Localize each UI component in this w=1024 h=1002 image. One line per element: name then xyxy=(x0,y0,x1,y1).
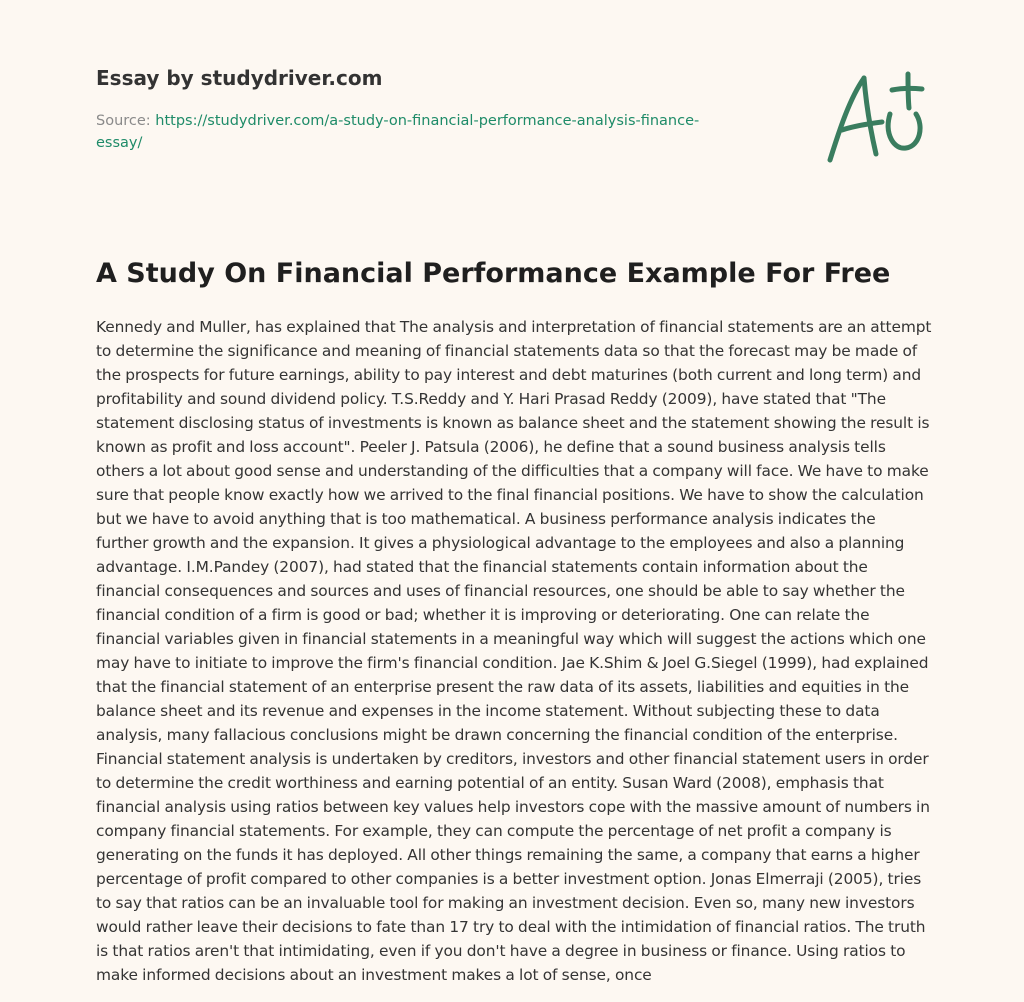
logo-plus-vertical xyxy=(908,74,909,108)
site-brand: Essay by studydriver.com xyxy=(96,66,383,90)
source-link[interactable]: https://studydriver.com/a-study-on-financial-performance-analysis-finance-essay/ xyxy=(96,113,700,151)
essay-title: A Study On Financial Performance Example For Free xyxy=(96,258,891,289)
logo-a-right-stroke xyxy=(864,78,876,154)
essay-body: Kennedy and Muller, has explained that The analysis and interpretation of financial statements are an attempt to determine the significance and meaning of financial statements data so that the forecast may be made of the prospects for future earnings, ability to pay interest and debt maturines (both current and long term) and profitability and sound dividend policy. T.S.Reddy and Y. Hari Prasad Reddy (2009), have stated that "The statement disclosing status of investments is known as balance sheet and the statement showing the result is known as profit and loss account". Peeler J. Patsula (2006), he define that a sound business analysis tells others a lot about good sense and understanding of the difficulties that a company will face. We have to make sure that people know exactly how we arrived to the final financial positions. We have to show the calculation but we have to avoid anything that is too mathematical. A business performance analysis indicates the further growth and the expansion. It gives a physiological advantage to the employees and also a planning advantage. I.M.Pandey (2007), had stated that the financial statements contain information about the financial consequences and sources and uses of financial resources, one should be able to say whether the financial condition of a firm is good or bad; whether it is improving or deteriorating. One can relate the financial variables given in financial statements in a meaningful way which will suggest the actions which one may have to initiate to improve the firm's financial condition. Jae K.Shim & Joel G.Siegel (1999), had explained that the financial statement of an enterprise present the raw data of its assets, liabilities and equities in the balance sheet and its revenue and expenses in the income statement. Without subjecting these to data analysis, many fallacious conclusions might be drawn concerning the financial condition of the enterprise. Financial statement analysis is undertaken by creditors, investors and other financial statement users in order to determine the credit worthiness and earning potential of an entity. Susan Ward (2008), emphasis that financial analysis using ratios between key values help investors cope with the massive amount of numbers in company financial statements. For example, they can compute the percentage of net profit a company is generating on the funds it has deployed. All other things remaining the same, a company that earns a higher percentage of profit compared to other companies is a better investment option. Jonas Elmerraji (2005), tries to say that ratios can be an invaluable tool for making an investment decision. Even so, many new investors would rather leave their decisions to fate than 17 try to deal with the intimidation of financial ratios. The truth is that ratios aren't that intimidating, even if you don't have a degree in business or finance. Using ratios to make informed decisions about an investment makes a lot of sense, once xyxy=(96,318,932,984)
essay-header xyxy=(96,64,736,154)
source-line xyxy=(96,110,736,154)
a-plus-logo xyxy=(820,68,930,168)
source-label: Source: xyxy=(96,113,156,129)
logo-a-left-stroke xyxy=(830,78,864,160)
logo-swoosh xyxy=(888,114,920,148)
logo-a-crossbar xyxy=(842,122,882,130)
